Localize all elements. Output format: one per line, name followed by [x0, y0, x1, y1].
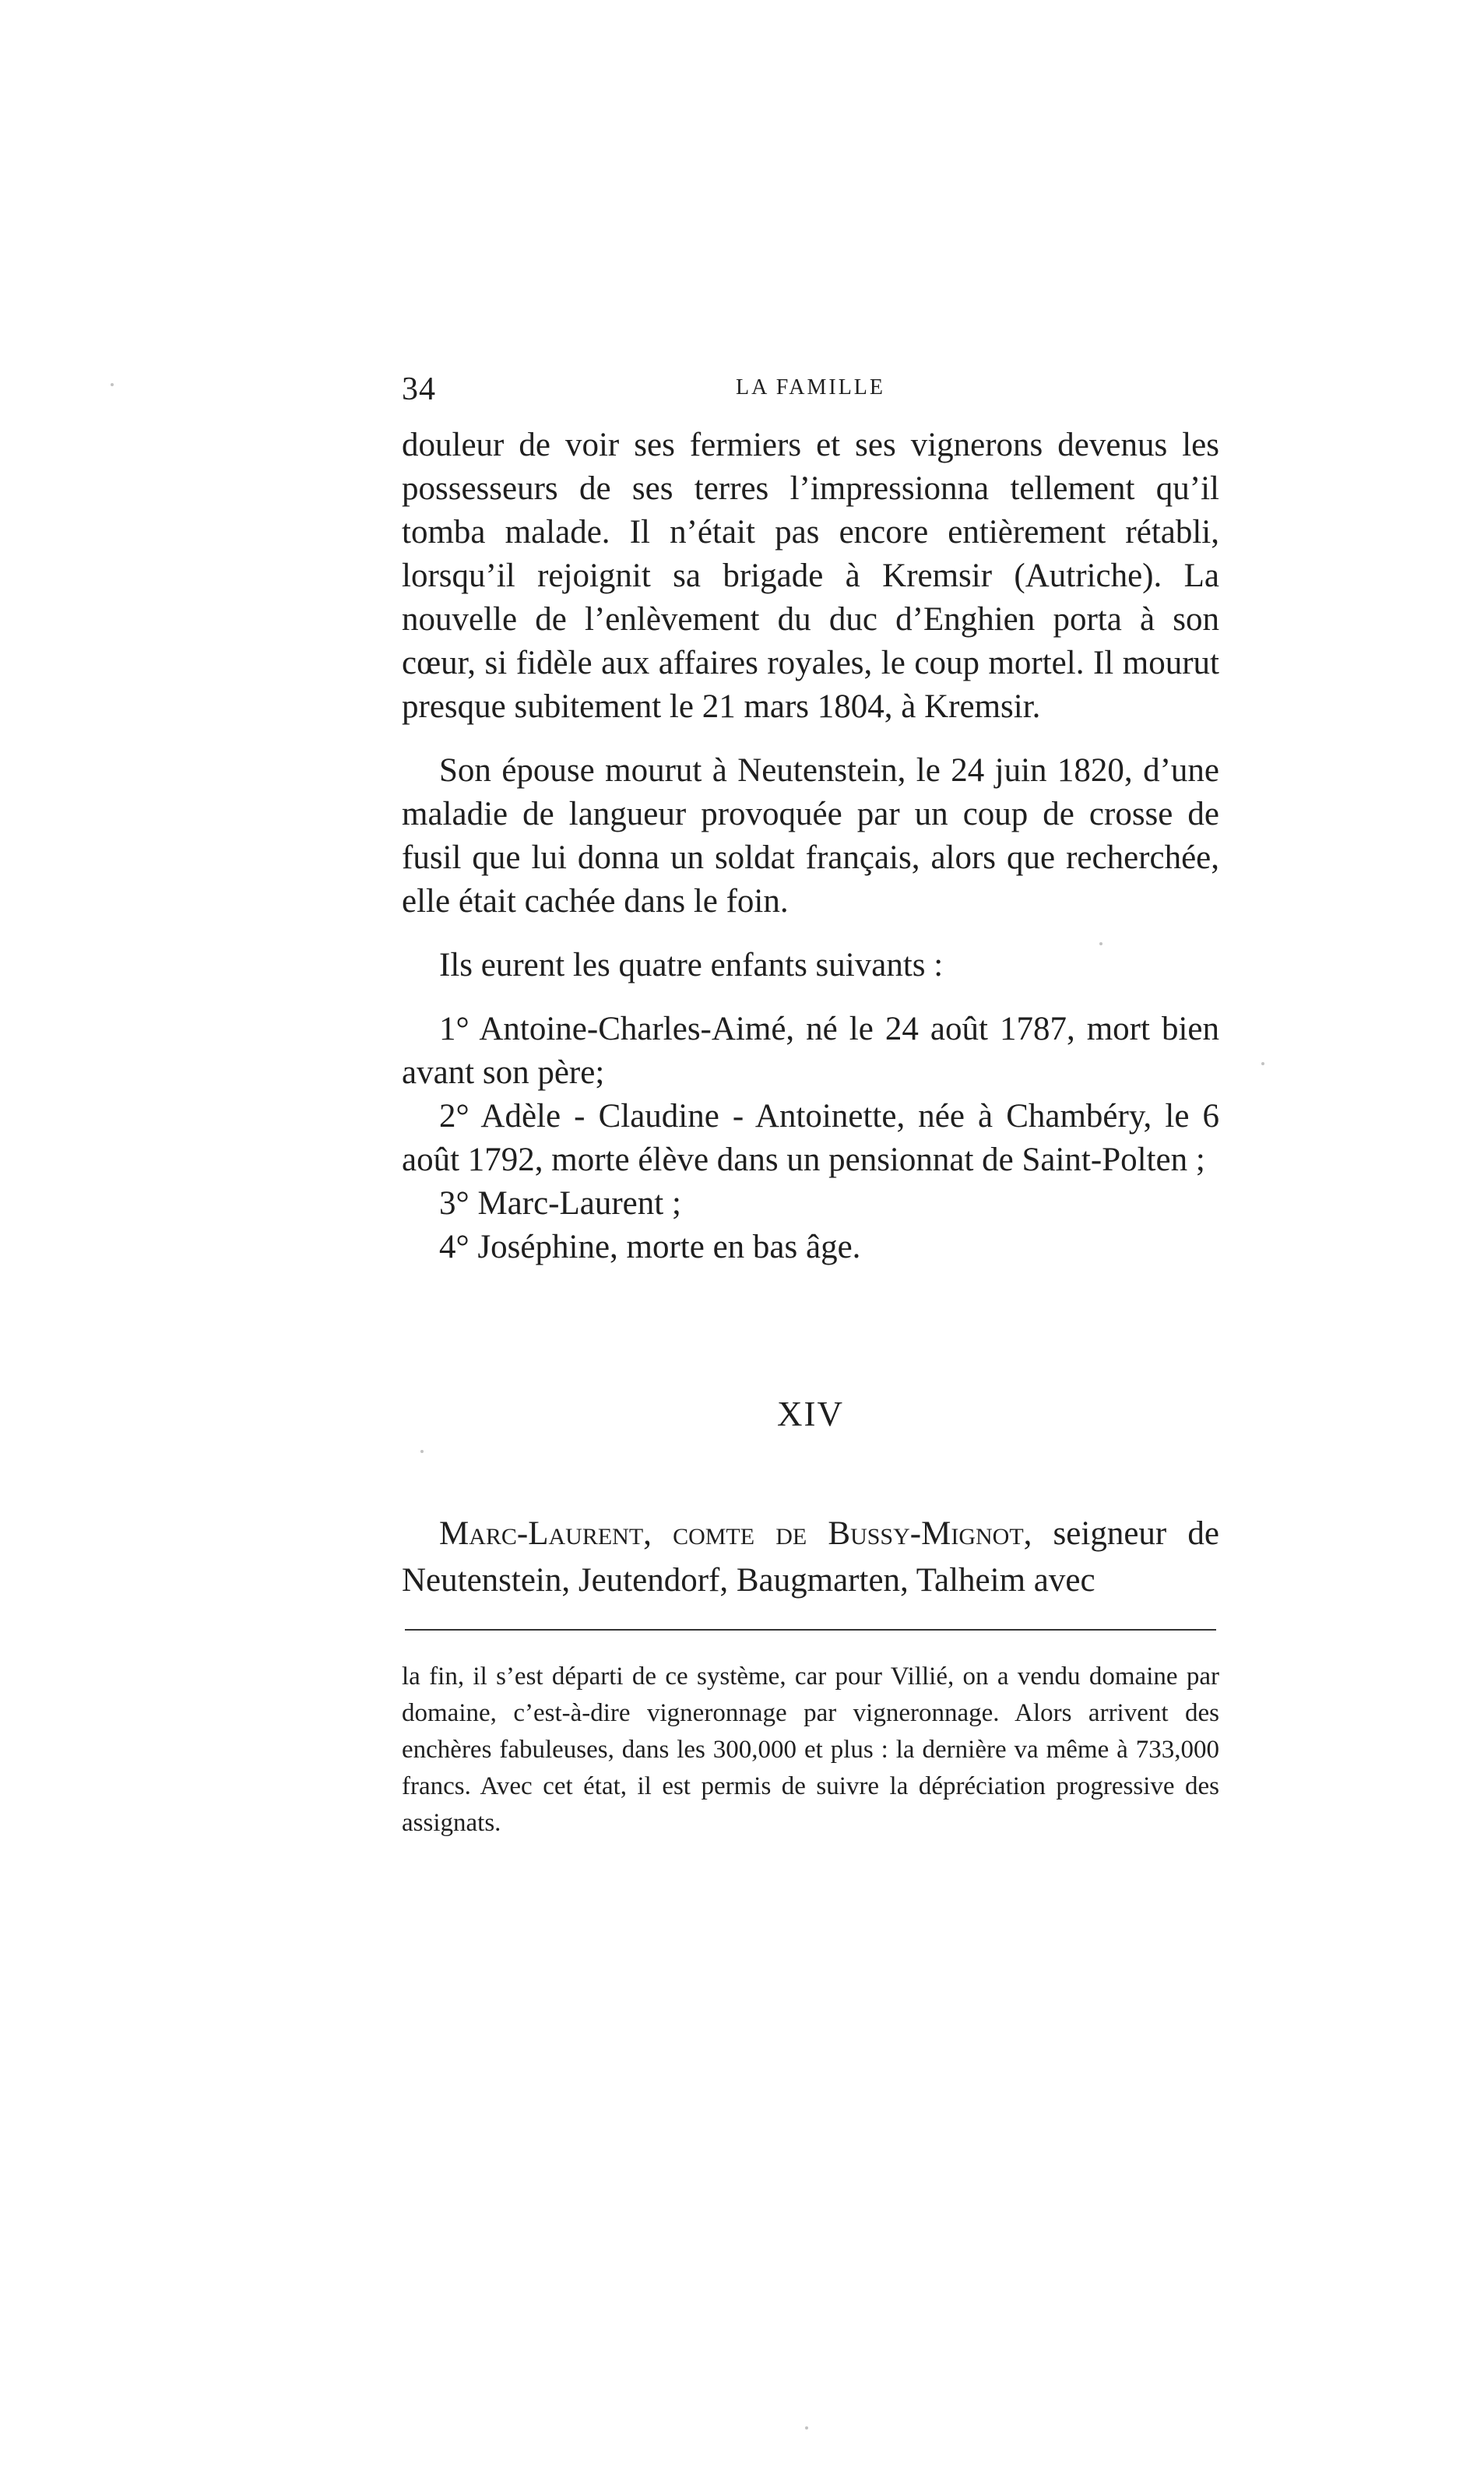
section-paragraph-text: seigneur de Neutenstein, Jeutendorf, Baugmarten, Talheim avec [402, 1515, 1219, 1599]
running-head: LA FAMILLE [735, 375, 886, 399]
section-name-small-caps: Marc-Laurent, comte de Bussy-Mignot, [439, 1515, 1032, 1552]
section-text [402, 1511, 1219, 1604]
paper-speck [805, 2426, 808, 2429]
body-text [402, 424, 1219, 1269]
list-item-child-4: 4° Joséphine, morte en bas âge. [439, 1229, 861, 1265]
paragraph-spouse: Son épouse mourut à Neutenstein, le 24 juin 1820, d’une maladie de langueur provoquée par un coup de crosse de fusil que lui donna un soldat français, alors que recherchée, elle était cachée dans le foin. [402, 752, 1219, 920]
paper-speck [420, 1450, 424, 1453]
section-paragraph [402, 1511, 1219, 1604]
footnote-rule [405, 1629, 1216, 1631]
paragraph-continued: douleur de voir ses fermiers et ses vignerons devenus les possesseurs de ses terres l’impressionna tellement qu’il tomba malade. Il n’était pas encore entièrement rétabli, lorsqu’il rejoignit sa brigade à Kremsir (Autriche). La nouvelle de l’enlèvement du duc d’Enghien porta à son cœur, si fidèle aux affaires royales, le coup mortel. Il mourut presque subitement le 21 mars 1804, à Kremsir. [402, 427, 1219, 725]
paper-speck [111, 383, 114, 386]
page-number: 34 [402, 371, 436, 407]
footnote-text: la fin, il s’est départi de ce système, car pour Villié, on a vendu domaine par domaine, c’est-à-dire vigneronnage par vigneronnage. Alors arrivent des enchères fabuleuses, dans les 300,000 et plus : la dernière va même à 733,000 francs. Avec cet état, il est permis de suivre la dépréciation progressive des assignats. [402, 1662, 1219, 1837]
list-item-child-1: 1° Antoine-Charles-Aimé, né le 24 août 1787, mort bien avant son père; [402, 1011, 1219, 1091]
list-item-child-3: 3° Marc-Laurent ; [439, 1185, 681, 1222]
section-heading: XIV [777, 1395, 844, 1434]
footnote [402, 1659, 1219, 1842]
paper-speck [1099, 942, 1102, 945]
paper-speck [1261, 1062, 1264, 1065]
paragraph-children-intro: Ils eurent les quatre enfants suivants : [439, 947, 944, 983]
page-header [402, 366, 1219, 413]
list-item-child-2: 2° Adèle - Claudine - Antoinette, née à Chambéry, le 6 août 1792, morte élève dans un pensionnat de Saint-Polten ; [402, 1098, 1219, 1178]
